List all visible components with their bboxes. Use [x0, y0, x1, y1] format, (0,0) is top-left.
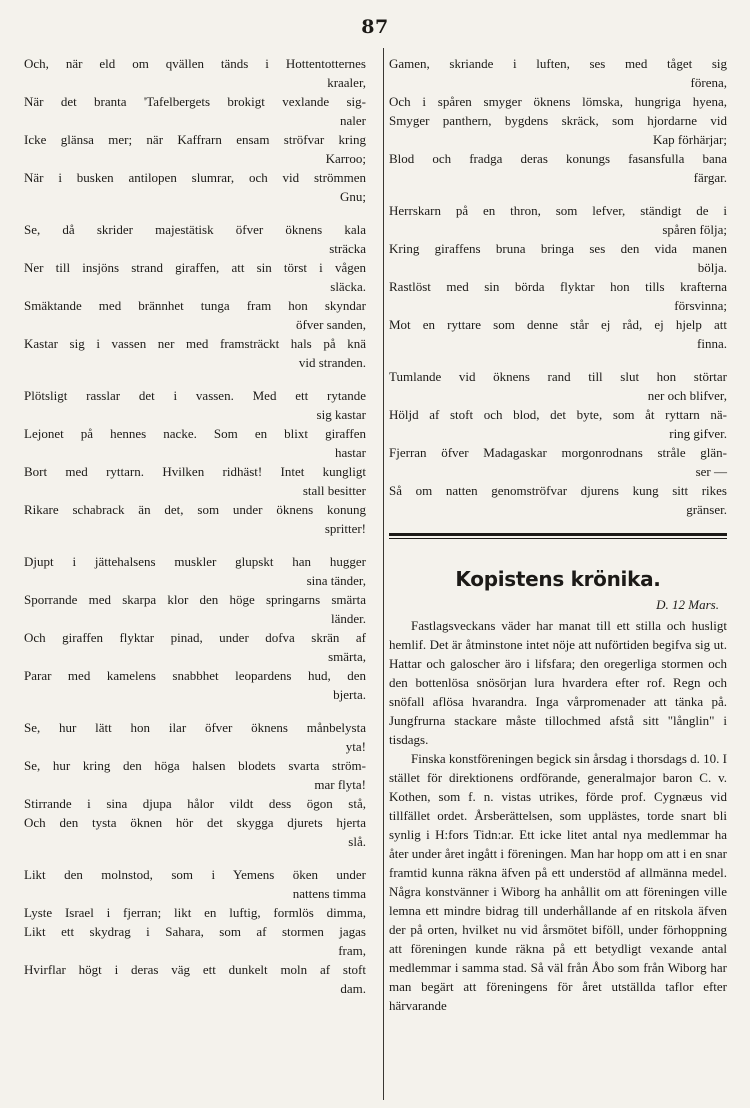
verse-line	[389, 315, 727, 353]
verse-text: Rastlöst med sin börda flyktar hon tills krafterna	[389, 279, 727, 294]
verse-line	[389, 111, 727, 149]
stanza	[24, 865, 366, 998]
verse-line	[24, 813, 366, 851]
verse-continuation: yta!	[345, 739, 366, 754]
column-divider	[383, 48, 384, 1100]
stanza	[389, 201, 727, 353]
verse-continuation: Kap förhärjar;	[653, 132, 727, 147]
chronicle-paragraph: Finska konstföreningen begick sin årsdag i thorsdags d. 10. I stället för direktionens ordförande, generalmajor baron C. v. Kothen, som f. n. vistas utrikes, förde prof. Cygnæus vid tillfället ordet. Årsberättelsen, som upplästes, torde snart bli synlig i H:fors Tidn:ar. Ett icke litet antal nya medlemmar ha åter under året ingått i föreningen. Man har hopp om att i en snar framtid kunna räkna äfven på ett understöd af allmänna medel. Några konstvänner i Wiborg ha anhållit om att föreningen ville lemna ett mindre bidrag till underhållande af en ritskola äfven der på orten, hvilket nu vid årsmötet biföll, under förhoppning att föreningen kunde räkna på ett betydligt vexande antal medlemmar i samma stad. Så väl från Åbo som från Wiborg har man begärt att föreningens för året utställda taflor efter härvarande	[389, 751, 727, 1013]
verse-continuation: färgar.	[693, 170, 727, 185]
verse-text: Hvirflar högt i deras väg ett dunkelt moln af stoft	[24, 962, 366, 977]
right-column	[389, 54, 727, 1015]
verse-line	[24, 462, 366, 500]
verse-line	[24, 424, 366, 462]
section-rule	[389, 533, 727, 539]
verse-continuation: försvinna;	[674, 298, 727, 313]
verse-continuation: smärta,	[328, 649, 366, 664]
verse-text: Fjerran öfver Madagaskar morgonrodnans stråle glän-	[389, 445, 727, 460]
verse-line	[389, 277, 727, 315]
verse-text: Djupt i jättehalsens muskler glupskt han hugger	[24, 554, 366, 569]
stanza	[24, 386, 366, 538]
verse-text: Rikare schabrack än det, som under öknens konung	[24, 502, 366, 517]
verse-line	[24, 666, 366, 704]
verse-line	[24, 628, 366, 666]
verse-continuation: ring gifver.	[669, 426, 727, 441]
verse-text: När det branta 'Tafelbergets brokigt vexlande sig-	[24, 94, 366, 109]
verse-text: Herrskarn på en thron, som lefver, ständigt de i	[389, 203, 727, 218]
verse-text: Se, hur kring den höga halsen blodets svarta ström-	[24, 758, 366, 773]
verse-line	[24, 296, 366, 334]
verse-text: Lyste Israel i fjerran; likt en luftig, formlös dimma,	[24, 905, 366, 920]
verse-continuation: slå.	[348, 834, 366, 849]
verse-text: Likt ett skydrag i Sahara, som af stormen jagas	[24, 924, 366, 939]
verse-text: Mot en ryttare som denne står ej råd, ej hjelp att	[389, 317, 727, 332]
verse-line	[24, 500, 366, 538]
chronicle-paragraph: Fastlagsveckans väder har manat till ett stilla och husligt hemlif. Det är åtminstone intet nöje att nuförtiden begifva sig ut. Hattar och galoscher äro i lifsfara; den oregerliga stormen och den bottenlösa snösörjan lura hvardera efter rof. Regn och snöfall aflösa hvarandra. Inga vårpromenader att tänka på. Jungfrurna stackare måste tillochmed afstå sitt "långlin" i tisdags.	[389, 618, 727, 747]
verse-continuation: naler	[340, 113, 366, 128]
verse-text: Se, hur lätt hon ilar öfver öknens månbelysta	[24, 720, 366, 735]
chronicle-title: Kopistens krönika.	[455, 567, 661, 591]
verse-continuation: Karroo;	[325, 151, 366, 166]
verse-text: Höljd af stoft och blod, det byte, som åt ryttarn nä-	[389, 407, 727, 422]
verse-line	[24, 903, 366, 922]
verse-text: Sporrande med skarpa klor den höge springarns smärta	[24, 592, 366, 607]
verse-text: Blod och fradga deras konungs fasansfulla bana	[389, 151, 727, 166]
verse-line	[24, 54, 366, 92]
verse-text: Stirrande i sina djupa hålor vildt dess ögon stå,	[24, 796, 366, 811]
verse-text: Och i spåren smyger öknens lömska, hungriga hyena,	[389, 94, 727, 109]
verse-text: Ner till insjöns strand giraffen, att sin törst i vågen	[24, 260, 366, 275]
verse-line	[24, 865, 366, 903]
verse-text: Gamen, skriande i luften, ses med tåget sig	[389, 56, 727, 71]
verse-line	[24, 334, 366, 372]
verse-line	[389, 201, 727, 239]
chronicle-date: D. 12 Mars.	[656, 597, 719, 612]
verse-line	[24, 756, 366, 794]
page-number: 87	[361, 16, 389, 38]
verse-continuation: gränser.	[686, 502, 727, 517]
verse-continuation: förena,	[690, 75, 727, 90]
verse-text: Likt den molnstod, som i Yemens öken under	[24, 867, 366, 882]
stanza	[24, 220, 366, 372]
verse-continuation: stall besitter	[302, 483, 366, 498]
verse-line	[389, 149, 727, 187]
verse-line	[389, 239, 727, 277]
verse-continuation: hastar	[334, 445, 366, 460]
stanza	[24, 718, 366, 851]
verse-continuation: bjerta.	[333, 687, 366, 702]
verse-continuation: vid stranden.	[298, 355, 366, 370]
verse-line	[24, 794, 366, 813]
verse-text: Bort med ryttarn. Hvilken ridhäst! Intet kungligt	[24, 464, 366, 479]
verse-text: När i busken antilopen slumrar, och vid strömmen	[24, 170, 366, 185]
verse-continuation: länder.	[330, 611, 366, 626]
verse-line	[24, 168, 366, 206]
verse-text: Icke glänsa mer; när Kaffrarn ensam ströfvar kring	[24, 132, 366, 147]
verse-text: Parar med kamelens snabbhet leopardens hud, den	[24, 668, 366, 683]
verse-line	[24, 922, 366, 960]
verse-text: Smyger panthern, bygdens skräck, som hjordarne vid	[389, 113, 727, 128]
verse-line	[24, 552, 366, 590]
verse-text: Och den tysta öknen hör det skygga djurets hjerta	[24, 815, 366, 830]
verse-line	[389, 92, 727, 111]
verse-continuation: ser —	[695, 464, 727, 479]
verse-line	[24, 92, 366, 130]
verse-text: Och giraffen flyktar pinad, under dofva skrän af	[24, 630, 366, 645]
verse-continuation: spritter!	[324, 521, 366, 536]
verse-continuation: Gnu;	[340, 189, 366, 204]
chronicle-body	[389, 616, 727, 1015]
verse-line	[389, 481, 727, 519]
verse-continuation: sig kastar	[316, 407, 366, 422]
verse-line	[24, 960, 366, 998]
verse-continuation: sträcka	[329, 241, 366, 256]
stanza	[24, 552, 366, 704]
stanza	[389, 54, 727, 187]
verse-line	[24, 130, 366, 168]
verse-text: Plötsligt rasslar det i vassen. Med ett rytande	[24, 388, 366, 403]
verse-continuation: dam.	[340, 981, 366, 996]
verse-text: Tumlande vid öknens rand till slut hon störtar	[389, 369, 727, 384]
verse-continuation: fram,	[338, 943, 366, 958]
verse-continuation: ner och blifver,	[647, 388, 727, 403]
verse-continuation: öfver sanden,	[295, 317, 366, 332]
verse-text: Kring giraffens bruna bringa ses den vida manen	[389, 241, 727, 256]
verse-line	[24, 718, 366, 756]
verse-line	[389, 54, 727, 92]
verse-text: Kastar sig i vassen ner med framsträckt hals på knä	[24, 336, 366, 351]
verse-text: Smäktande med brännhet tunga fram hon skyndar	[24, 298, 366, 313]
verse-continuation: kraaler,	[327, 75, 366, 90]
stanza	[389, 367, 727, 519]
verse-text: Så om natten genomströfvar djurens kung sitt rikes	[389, 483, 727, 498]
verse-line	[389, 405, 727, 443]
stanza	[24, 54, 366, 206]
verse-line	[389, 367, 727, 405]
verse-line	[24, 258, 366, 296]
left-column-poem	[24, 54, 366, 1012]
verse-line	[24, 386, 366, 424]
verse-continuation: bölja.	[697, 260, 727, 275]
verse-continuation: släcka.	[330, 279, 366, 294]
verse-line	[389, 443, 727, 481]
verse-text: Och, när eld om qvällen tänds i Hottentotternes	[24, 56, 366, 71]
verse-continuation: mar flyta!	[314, 777, 366, 792]
verse-text: Se, då skrider majestätisk öfver öknens kala	[24, 222, 366, 237]
verse-continuation: sina tänder,	[306, 573, 366, 588]
verse-continuation: finna.	[697, 336, 727, 351]
right-column-poem	[389, 54, 727, 519]
verse-line	[24, 220, 366, 258]
verse-continuation: spåren följa;	[662, 222, 727, 237]
verse-text: Lejonet på hennes nacke. Som en blixt giraffen	[24, 426, 366, 441]
verse-continuation: nattens timma	[292, 886, 366, 901]
verse-line	[24, 590, 366, 628]
